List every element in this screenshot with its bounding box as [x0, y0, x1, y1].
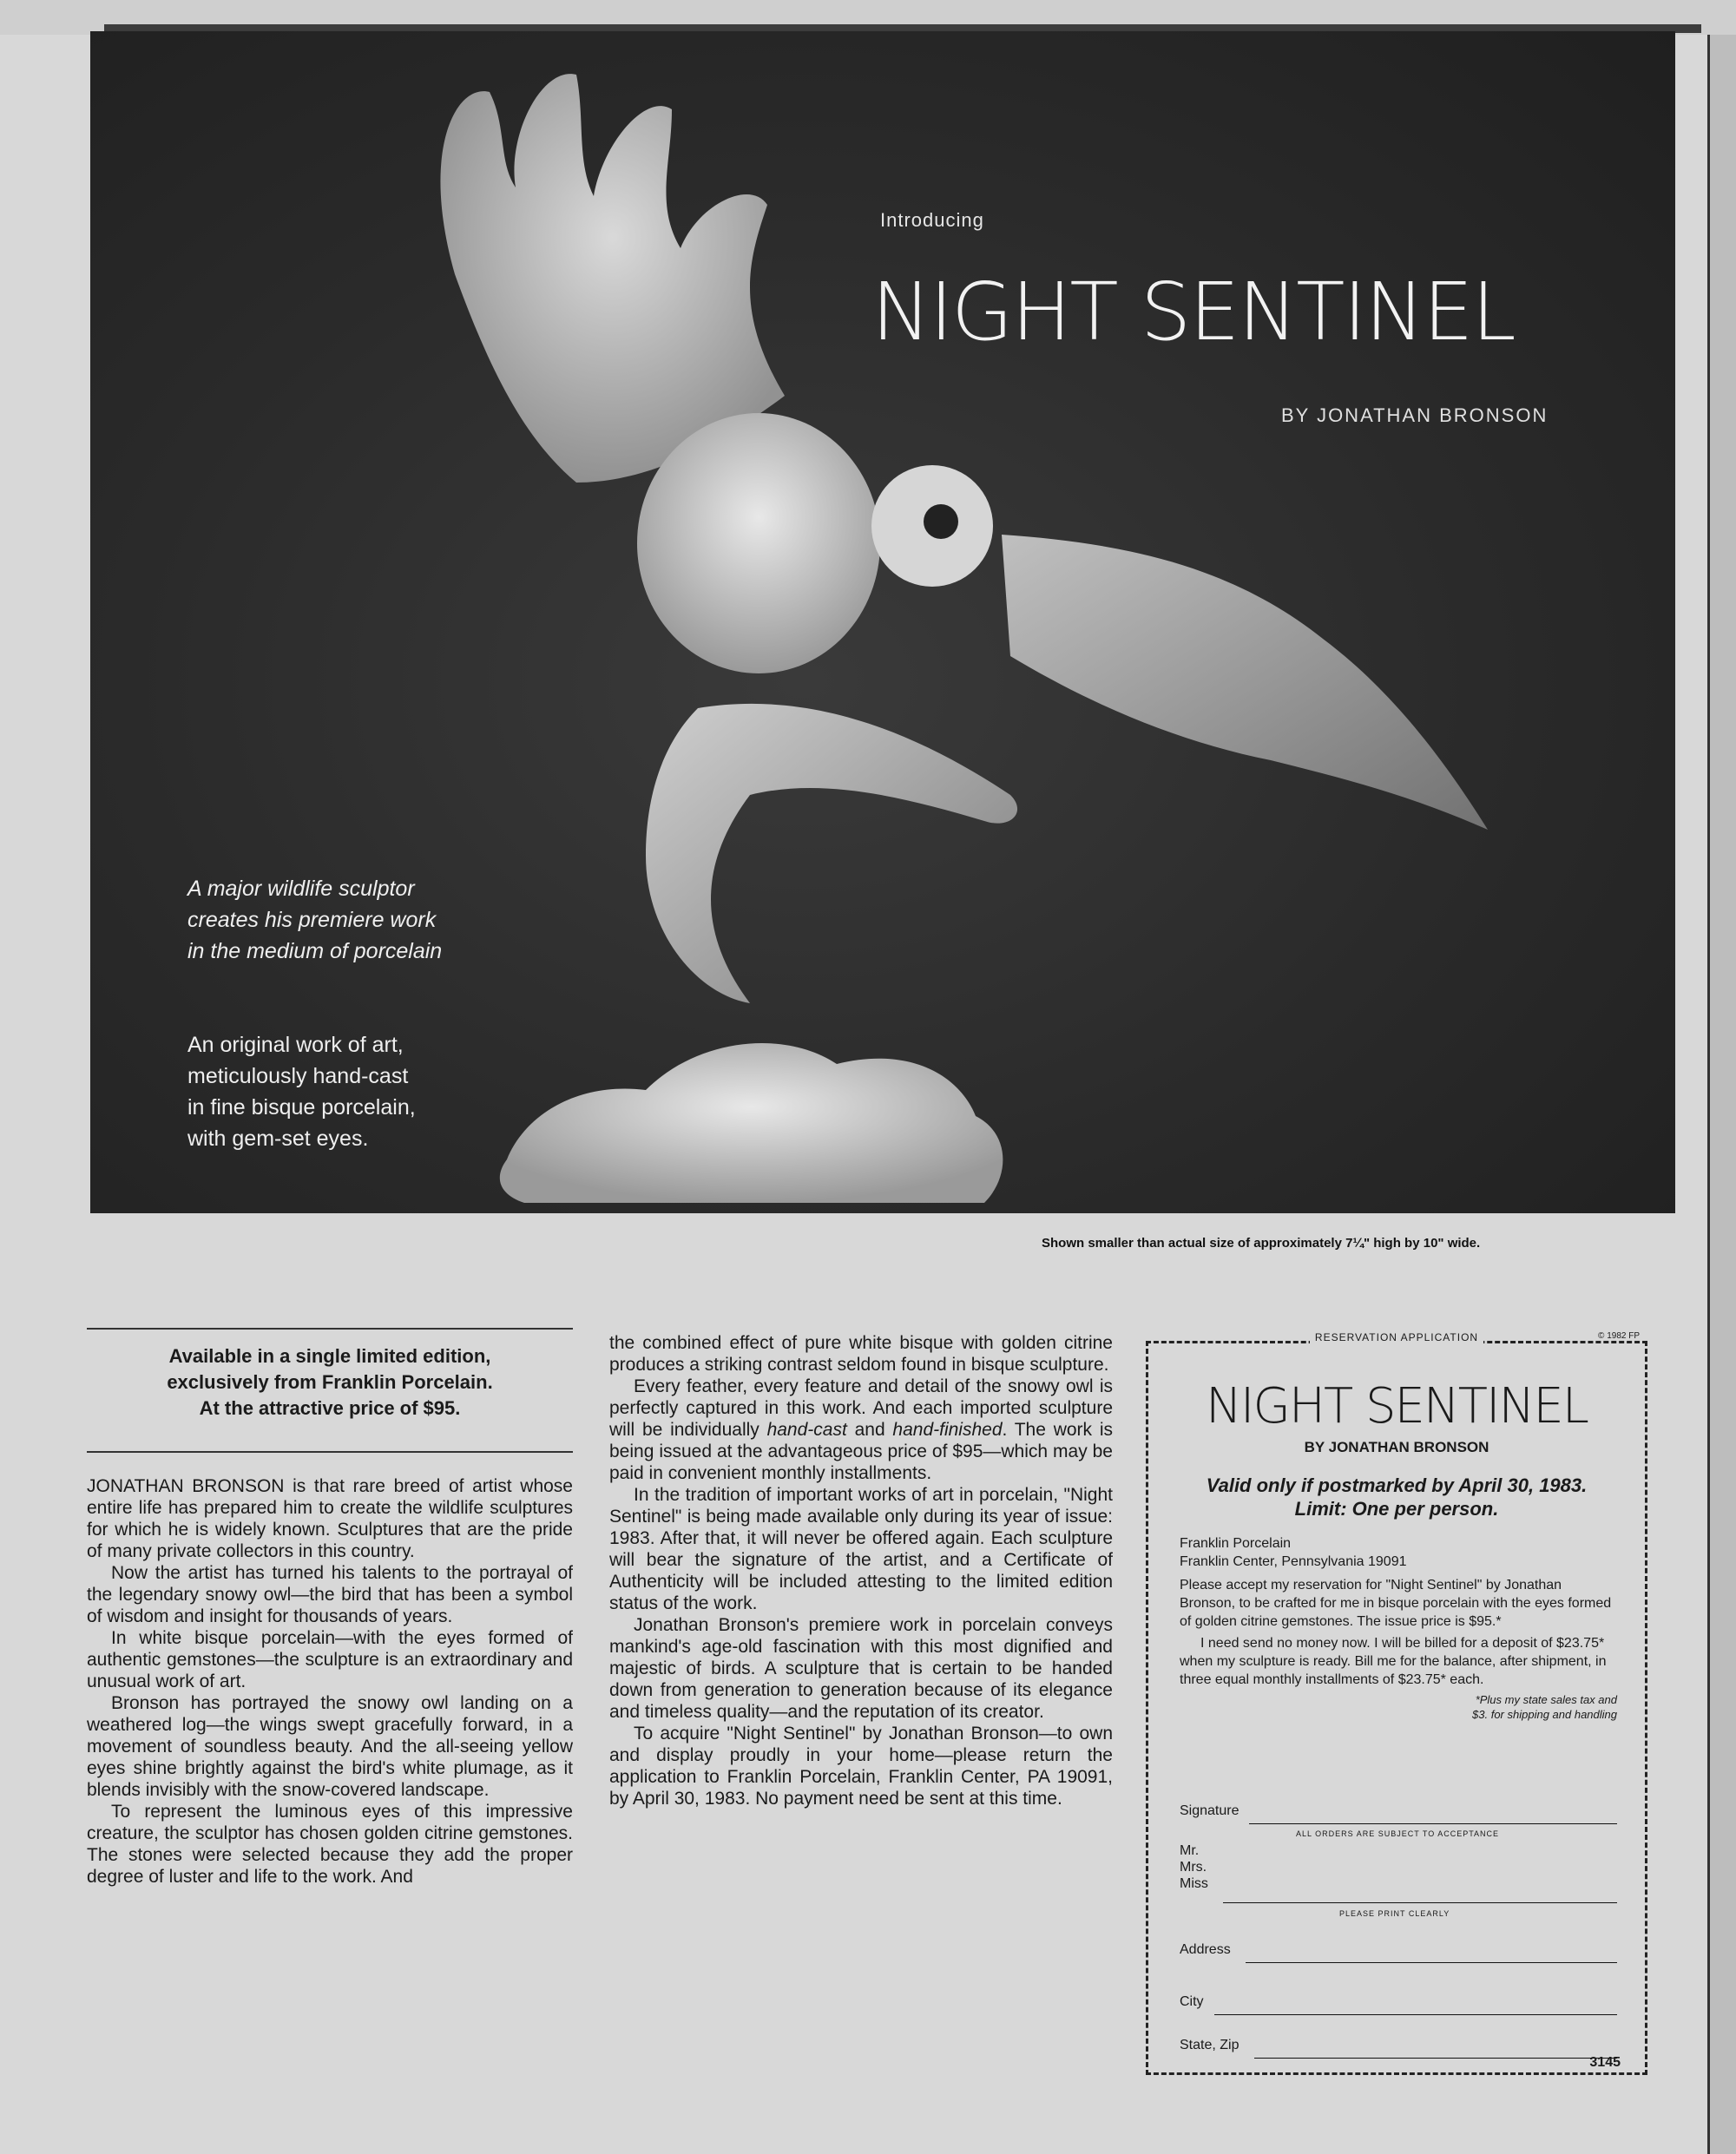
tagline-secondary — [187, 1029, 552, 1154]
edition-line: Available in a single limited edition, — [168, 1345, 491, 1367]
intro-text: Introducing — [880, 209, 984, 231]
headline-byline: BY JONATHAN BRONSON — [1281, 404, 1549, 426]
text-run: and — [846, 1420, 893, 1440]
tagline-line: creates his premiere work — [187, 908, 437, 932]
state-zip-field[interactable] — [1180, 2038, 1617, 2059]
validity-line: Limit: One per person. — [1294, 1498, 1499, 1520]
text-run: . The work is being issued at the advantageous price of $95—which may be paid in convenient monthly installments. — [609, 1420, 1113, 1483]
body-paragraph: Bronson has portrayed the snowy owl landing on a weathered log—the wings swept gracefully forward, in a movement of soundless beauty. And the all-seeing yellow eyes shine brightly against the bird's white plumage, as it blends invisibly with the snow-covered landscape. — [87, 1693, 573, 1800]
body-paragraph: In the tradition of important works of art in porcelain, "Night Sentinel" is being made available only during its year of issue: 1983. After that, it will never be offered again. Each sculpture will bear the signature of the artist, and a Certificate of Authenticity will be included attesting to the limited edition status of the work. — [609, 1485, 1113, 1613]
headline: NIGHT SENTINEL — [871, 266, 1515, 358]
page-right-edge — [1707, 35, 1736, 2154]
body-paragraph: JONATHAN BRONSON is that rare breed of artist whose entire life has prepared him to create the wildlife sculptures for which he is widely known. Sculptures that are the pride of many private collectors in this country. — [87, 1476, 573, 1561]
coupon-paragraph: Please accept my reservation for "Night Sentinel" by Jonathan Bronson, to be crafted for me in bisque porcelain with the eyes formed of golden citrine gemstones. The issue price is $95.* — [1180, 1578, 1612, 1629]
coupon-title: NIGHT SENTINEL — [1206, 1378, 1588, 1435]
text-run-italic: hand-finished — [892, 1420, 1003, 1440]
address-label: Address — [1180, 1942, 1231, 1957]
tagline-line: with gem-set eyes. — [187, 1126, 369, 1151]
acceptance-note: ALL ORDERS ARE SUBJECT TO ACCEPTANCE — [1296, 1829, 1500, 1838]
city-line — [1214, 2014, 1617, 2015]
owl-photo — [90, 31, 1675, 1213]
photo-caption: Shown smaller than actual size of approximately 7¼" high by 10" wide. — [1042, 1236, 1481, 1251]
body-paragraph: the combined effect of pure white bisque with golden citrine produces a striking contrast seldom found in bisque sculpture. — [609, 1333, 1113, 1375]
tagline-line: meticulously hand-cast — [187, 1064, 409, 1088]
salutation-mrs: Mrs. — [1180, 1860, 1207, 1875]
tagline-line: in the medium of porcelain — [187, 939, 443, 963]
coupon-label-text: RESERVATION APPLICATION — [1310, 1331, 1483, 1343]
page-top-edge — [0, 0, 1736, 35]
text-run: Every feather, every feature and detail of the snowy owl is perfectly captured in this work. And each imported sculpture will be individually — [609, 1376, 1113, 1440]
reservation-coupon — [1146, 1331, 1647, 2075]
box-bottom-rule — [87, 1451, 573, 1453]
footnote-line: *Plus my state sales tax and — [1475, 1693, 1617, 1706]
edition-line: At the attractive price of $95. — [199, 1397, 461, 1419]
copyright: © 1982 FP — [1598, 1331, 1640, 1341]
signature-line — [1249, 1823, 1617, 1824]
body-paragraph: To represent the luminous eyes of this impressive creature, the sculptor has chosen golden citrine gemstones. The stones were selected because they add the proper degree of luster and life to the work. And — [87, 1802, 573, 1887]
text-run-italic: hand-cast — [766, 1420, 847, 1440]
name-field[interactable] — [1180, 1842, 1617, 1903]
body-paragraph: To acquire "Night Sentinel" by Jonathan Bronson—to own and display proudly in your home—please return the application to Franklin Porcelain, Franklin Center, PA 19091, by April 30, 1983. No payment need be sent at this time. — [609, 1724, 1113, 1809]
tagline-line: in fine bisque porcelain, — [187, 1095, 416, 1120]
footnote-line: $3. for shipping and handling — [1472, 1708, 1617, 1721]
name-line — [1223, 1902, 1617, 1903]
tagline — [187, 873, 552, 967]
coupon-validity — [1148, 1474, 1645, 1520]
coupon-address-line: Franklin Porcelain — [1180, 1536, 1292, 1551]
address-line — [1246, 1962, 1617, 1963]
validity-line: Valid only if postmarked by April 30, 1983. — [1206, 1474, 1588, 1496]
tagline-line: An original work of art, — [187, 1033, 404, 1057]
coupon-code: 3145 — [1589, 2055, 1621, 2070]
coupon-address-line: Franklin Center, Pennsylvania 19091 — [1180, 1554, 1407, 1569]
city-label: City — [1180, 1994, 1204, 2009]
coupon-label — [1148, 1331, 1645, 1343]
edition-line: exclusively from Franklin Porcelain. — [167, 1371, 493, 1393]
signature-field[interactable] — [1180, 1803, 1617, 1824]
body-column-2 — [609, 1332, 1113, 1809]
salutation-mr: Mr. — [1180, 1843, 1200, 1858]
body-paragraph: Now the artist has turned his talents to the portrayal of the legendary snowy owl—the bird that has been a symbol of wisdom and insight for thousands of years. — [87, 1563, 573, 1626]
coupon-footnote — [1180, 1692, 1617, 1722]
body-paragraph — [609, 1376, 1113, 1484]
address-field[interactable] — [1180, 1942, 1617, 1963]
coupon-body — [1180, 1534, 1617, 1722]
body-paragraph: Jonathan Bronson's premiere work in porcelain conveys mankind's age-old fascination with this most dignified and majestic of birds. A sculpture that is certain to be handed down from generation to generation because of its elegance and timeless quality—and the reputation of its creator. — [609, 1615, 1113, 1722]
salutation-miss: Miss — [1180, 1876, 1208, 1891]
tagline-line: A major wildlife sculptor — [187, 877, 415, 901]
signature-label: Signature — [1180, 1803, 1240, 1818]
city-field[interactable] — [1180, 1994, 1617, 2015]
coupon-byline: BY JONATHAN BRONSON — [1304, 1439, 1489, 1455]
print-note: PLEASE PRINT CLEARLY — [1339, 1909, 1450, 1918]
box-top-rule — [87, 1328, 573, 1330]
state-zip-label: State, Zip — [1180, 2038, 1240, 2052]
body-column-1 — [87, 1475, 573, 1888]
state-zip-line — [1254, 2058, 1617, 2059]
coupon-paragraph: I need send no money now. I will be billed for a deposit of $23.75* when my sculpture is ready. Bill me for the balance, after shipment, in three equal monthly installments of $23.75* each. — [1180, 1636, 1607, 1687]
edition-box — [87, 1343, 573, 1422]
body-paragraph: In white bisque porcelain—with the eyes formed of authentic gemstones—the sculpture is an extraordinary and unusual work of art. — [87, 1628, 573, 1691]
